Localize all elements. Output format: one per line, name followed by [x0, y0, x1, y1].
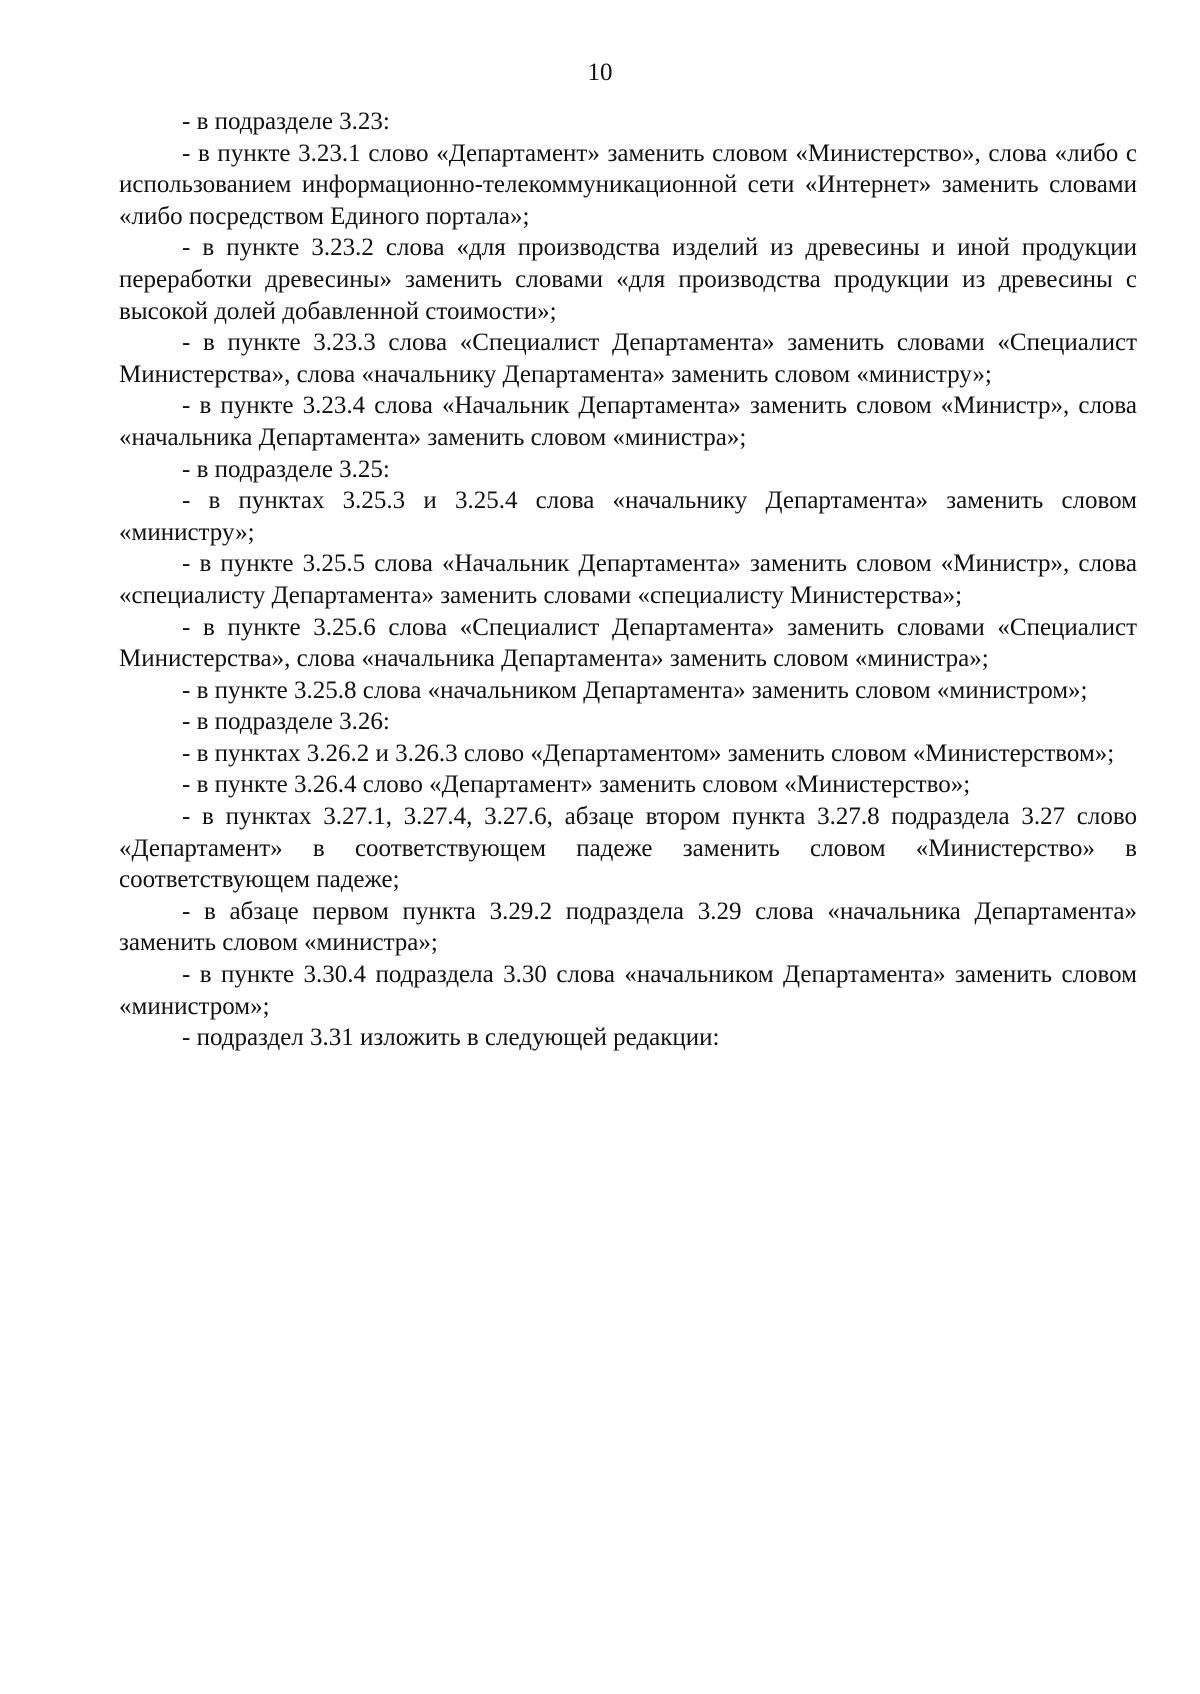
- document-body: [119, 106, 1137, 1054]
- paragraph-item-3-23-3: - в пункте 3.23.3 слова «Специалист Департамента» заменить словами «Специалист Министерства», слова «начальнику Департамента» заменить словом «министру»;: [119, 329, 1137, 388]
- paragraph-item-3-23-4: - в пункте 3.23.4 слова «Начальник Департамента» заменить словом «Министр», слова «начальника Департамента» заменить словом «министра»;: [119, 392, 1137, 451]
- paragraph-item-3-26-4: - в пункте 3.26.4 слово «Департамент» заменить словом «Министерство»;: [182, 771, 971, 799]
- paragraph-item-3-29-2: - в абзаце первом пункта 3.29.2 подраздела 3.29 слова «начальника Департамента» заменить словом «министра»;: [119, 897, 1137, 957]
- paragraph-item-3-25-6: - в пункте 3.25.6 слова «Специалист Департамента» заменить словами «Специалист Министерства», слова «начальника Департамента» заменить словом «министра»;: [119, 613, 1137, 673]
- paragraph-item-3-30-4: - в пункте 3.30.4 подраздела 3.30 слова «начальником Департамента» заменить словом «министром»;: [119, 961, 1137, 1020]
- page-number: 10: [587, 59, 613, 86]
- paragraph-item-3-23-2: - в пункте 3.23.2 слова «для производства изделий из древесины и иной продукции переработки древесины» заменить словами «для производства продукции из древесины с высокой долей добавленной стоимости»;: [119, 234, 1137, 325]
- paragraph-item-3-25-5: - в пункте 3.25.5 слова «Начальник Департамента» заменить словом «Министр», слова «специалисту Департамента» заменить словами «специалисту Министерства»;: [119, 550, 1137, 609]
- paragraph-subsection-3-25: - в подразделе 3.25:: [182, 455, 390, 483]
- paragraph-item-3-23-1: - в пункте 3.23.1 слово «Департамент» заменить словом «Министерство», слова «либо с использованием информационно-телекоммуникационной сети «Интернет» заменить словами «либо посредством Единого портала»;: [119, 139, 1137, 230]
- paragraph-subsection-3-23: - в подразделе 3.23:: [182, 108, 390, 135]
- paragraph-subsection-3-26: - в подразделе 3.26:: [182, 708, 390, 736]
- paragraph-items-3-26-2-3: - в пунктах 3.26.2 и 3.26.3 слово «Департаментом» заменить словом «Министерством»;: [182, 739, 1115, 767]
- paragraph-subsection-3-31: - подраздел 3.31 изложить в следующей редакции:: [182, 1024, 720, 1052]
- paragraph-item-3-25-8: - в пункте 3.25.8 слова «начальником Департамента» заменить словом «министром»;: [182, 676, 1088, 704]
- paragraph-items-3-25-3-4: - в пунктах 3.25.3 и 3.25.4 слова «начальнику Департамента» заменить словом «министру»;: [119, 487, 1137, 546]
- paragraph-items-3-27: - в пунктах 3.27.1, 3.27.4, 3.27.6, абзаце втором пункта 3.27.8 подраздела 3.27 слово «Департамент» в соответствующем падеже заменить словом «Министерство» в соответствующем падеже;: [119, 803, 1137, 894]
